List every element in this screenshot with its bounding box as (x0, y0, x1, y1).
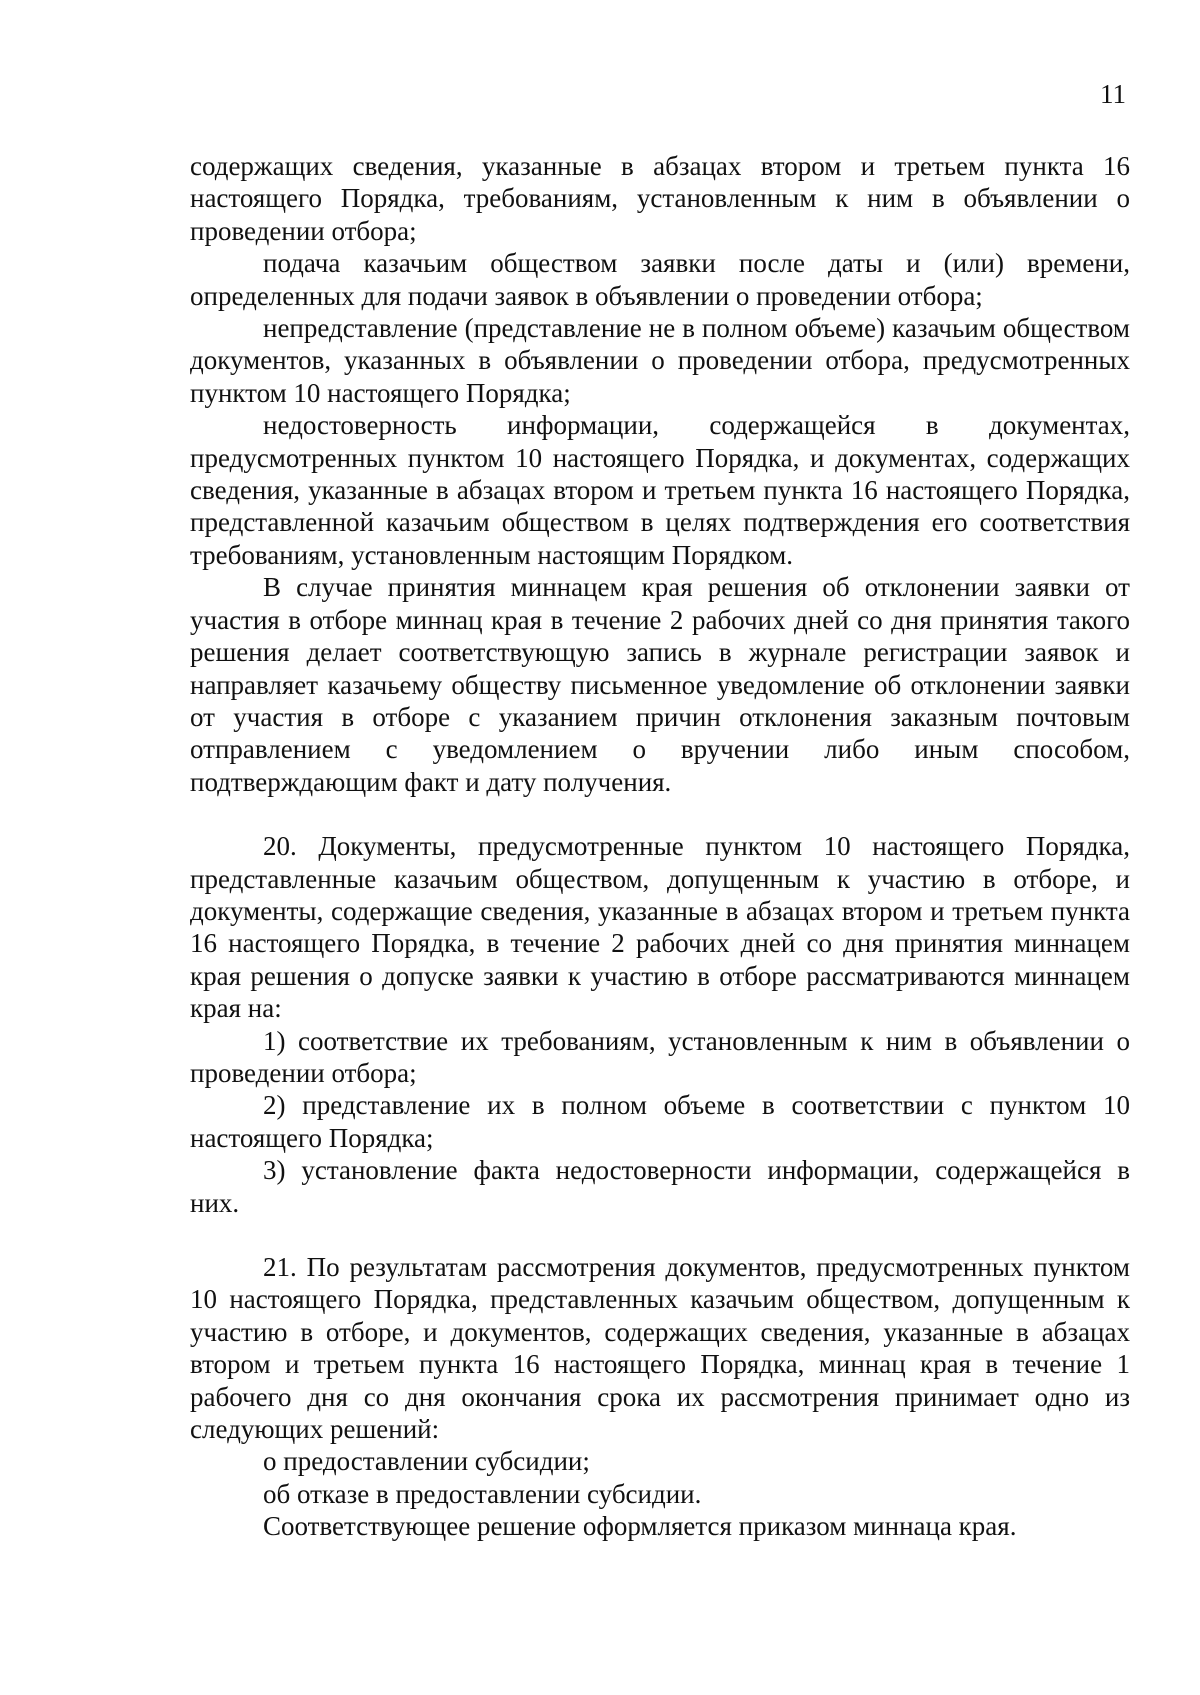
paragraph-item-20-1: 1) соответствие их требованиям, установленным к ним в объявлении о проведении отбора; (190, 1025, 1130, 1088)
page-number: 11 (1100, 79, 1126, 109)
paragraph-unreliable-information: недостоверность информации, содержащейся в документах, предусмотренных пунктом 10 настоящего Порядка, и документах, содержащих сведения, указанные в абзацах втором и третьем пункта 16 настоящего Порядка, представленной казачьим обществом в целях подтверждения его соответствия требованиям, установленным настоящим Порядком. (190, 410, 1130, 570)
paragraph-late-submission: подача казачьим обществом заявки после даты и (или) времени, определенных для подачи заявок в объявлении о проведении отбора; (190, 248, 1130, 311)
paragraph-continuation: содержащих сведения, указанные в абзацах втором и третьем пункта 16 настоящего Порядка, требованиям, установленным к ним в объявлении о проведении отбора; (190, 151, 1130, 246)
document-body (190, 150, 1130, 1543)
paragraph-item-21: 21. По результатам рассмотрения документов, предусмотренных пунктом 10 настоящего Порядка, представленных казачьим обществом, допущенным к участию в отборе, и документов, содержащих сведения, указанные в абзацах втором и третьем пункта 16 настоящего Порядка, миннац края в течение 1 рабочего дня со дня окончания срока их рассмотрения принимает одно из следующих решений: (190, 1252, 1130, 1445)
paragraph-rejection-notice: В случае принятия миннацем края решения об отклонении заявки от участия в отборе миннац края в течение 2 рабочих дней со дня принятия такого решения делает соответствующую запись в журнале регистрации заявок и направляет казачьему обществу письменное уведомление об отклонении заявки от участия в отборе с указанием причин отклонения заказным почтовым отправлением с уведомлением о вручении либо иным способом, подтверждающим факт и дату получения. (190, 572, 1130, 797)
paragraph-item-20: 20. Документы, предусмотренные пунктом 10 настоящего Порядка, представленные казачьим обществом, допущенным к участию в отборе, и документы, содержащие сведения, указанные в абзацах втором и третьем пункта 16 настоящего Порядка, в течение 2 рабочих дней со дня принятия миннацем края решения о допуске заявки к участию в отборе рассматриваются миннацем края на: (190, 831, 1130, 1024)
decision-option-refusal: об отказе в предоставлении субсидии. (263, 1478, 702, 1509)
paragraph-incomplete-documents: непредставление (представление не в полном объеме) казачьим обществом документов, указанных в объявлении о проведении отбора, предусмотренных пунктом 10 настоящего Порядка; (190, 313, 1130, 408)
paragraph-item-20-3: 3) установление факта недостоверности информации, содержащейся в них. (190, 1155, 1130, 1218)
decision-option-grant: о предоставлении субсидии; (263, 1446, 590, 1477)
paragraph-item-20-2: 2) представление их в полном объеме в соответствии с пунктом 10 настоящего Порядка; (190, 1090, 1130, 1153)
paragraph-decision-order: Соответствующее решение оформляется приказом миннаца края. (263, 1511, 1017, 1542)
